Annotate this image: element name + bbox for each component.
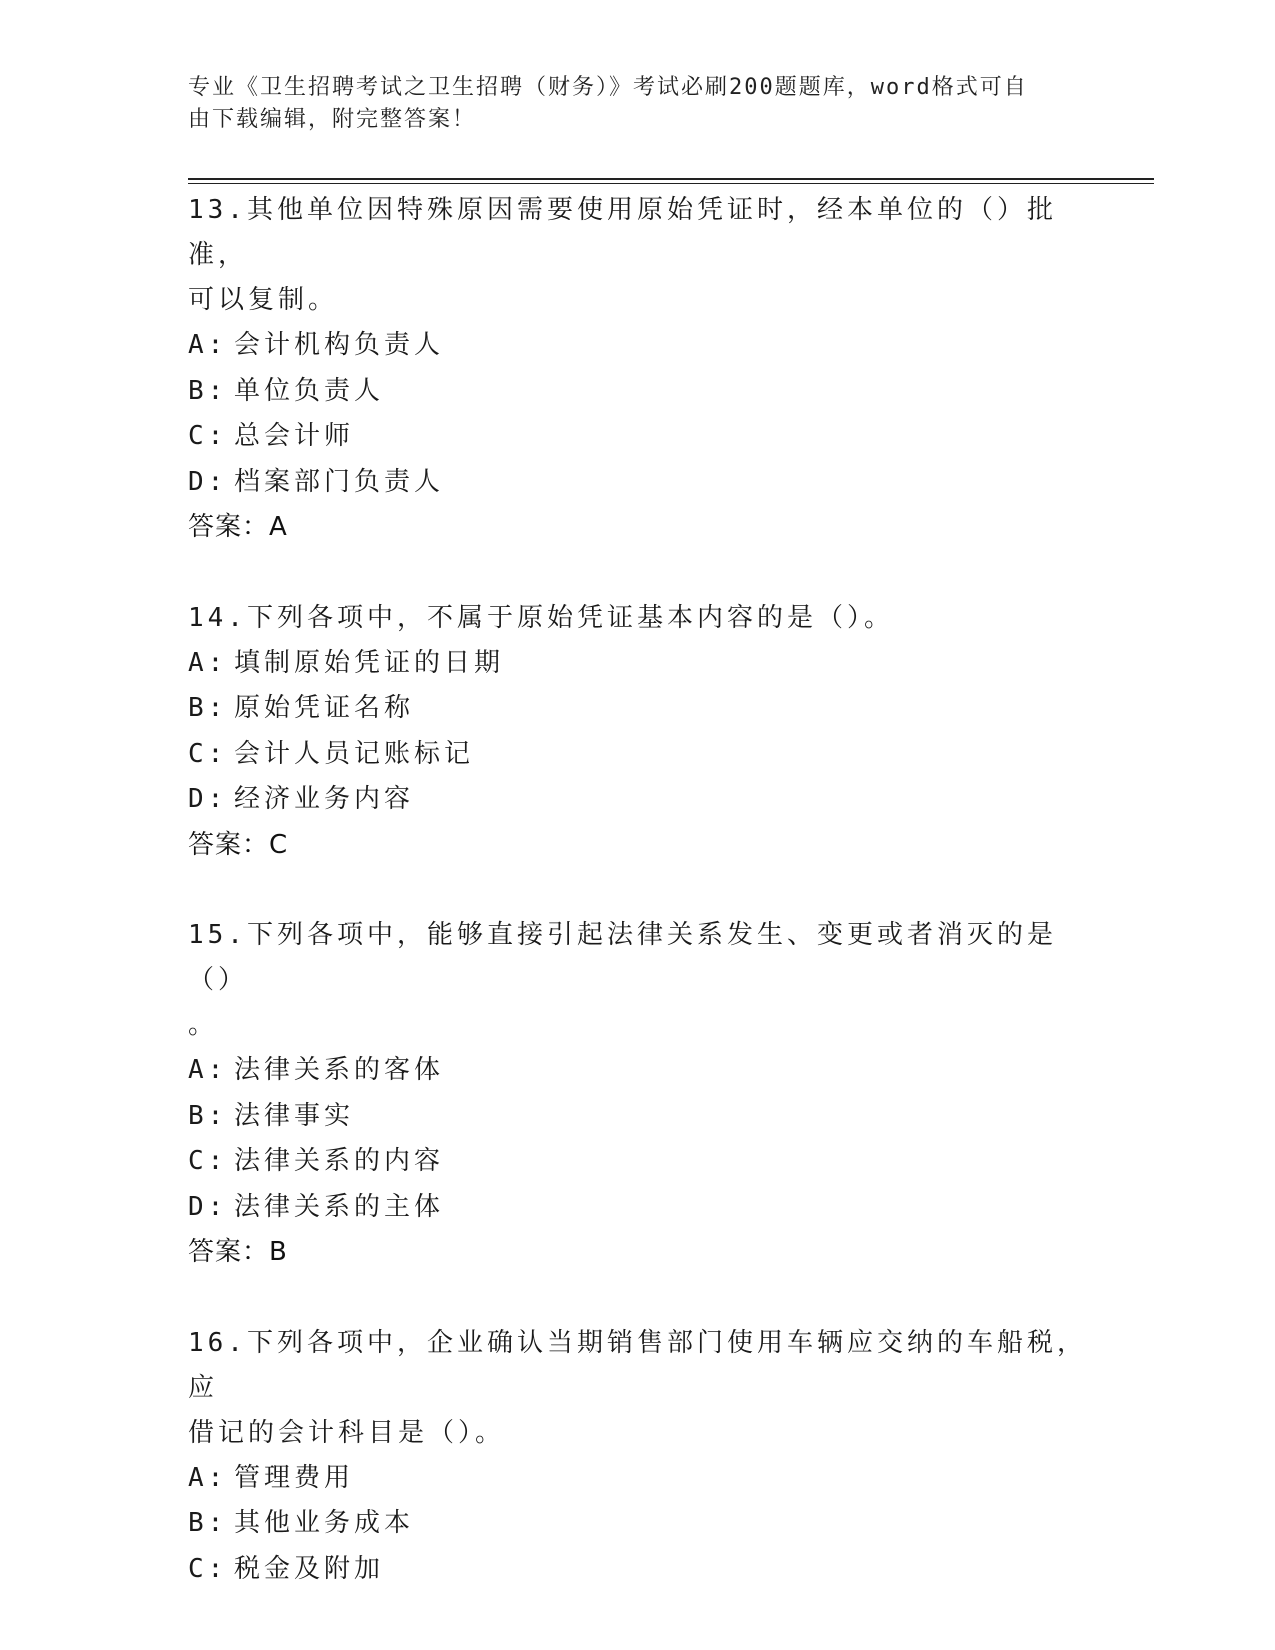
option-letter: B: xyxy=(188,1508,228,1538)
header-line-2: 由下载编辑，附完整答案！ xyxy=(188,107,477,132)
option-letter: A: xyxy=(188,1462,228,1493)
option-letter: B: xyxy=(188,693,228,723)
option-b xyxy=(188,686,1088,732)
question-spacer xyxy=(188,868,1088,913)
option-text: 档案部门负责人 xyxy=(234,466,445,497)
option-letter: C: xyxy=(188,1146,228,1176)
question-15 xyxy=(188,913,1088,1276)
option-text: 总会计师 xyxy=(234,421,355,451)
question-stem-line-1: 15.下列各项中，能够直接引起法律关系发生、变更或者消灭的是（） xyxy=(188,920,1057,995)
option-letter: B: xyxy=(188,1100,228,1131)
answer-line: 答案：B xyxy=(188,1237,288,1267)
option-c xyxy=(188,1139,1088,1185)
option-b xyxy=(188,1094,1088,1140)
option-d xyxy=(188,1185,1088,1231)
question-spacer xyxy=(188,1276,1088,1321)
question-13 xyxy=(188,188,1088,551)
option-text: 经济业务内容 xyxy=(234,784,415,814)
option-text: 会计机构负责人 xyxy=(234,330,445,360)
option-letter: B: xyxy=(188,375,228,406)
option-text: 填制原始凭证的日期 xyxy=(234,647,505,678)
option-a xyxy=(188,1048,1088,1094)
option-text: 法律事实 xyxy=(234,1100,355,1131)
header-line-1: 专业《卫生招聘考试之卫生招聘（财务）》考试必刷200题题库，word格式可自 xyxy=(188,75,1028,100)
option-letter: D: xyxy=(188,466,228,497)
option-letter: C: xyxy=(188,1553,228,1584)
option-d xyxy=(188,777,1088,823)
question-16 xyxy=(188,1321,1088,1593)
option-text: 其他业务成本 xyxy=(234,1508,415,1538)
option-letter: D: xyxy=(188,784,228,814)
option-b xyxy=(188,369,1088,415)
option-letter: C: xyxy=(188,421,228,451)
option-letter: D: xyxy=(188,1191,228,1222)
option-text: 法律关系的主体 xyxy=(234,1191,445,1222)
option-a xyxy=(188,323,1088,369)
question-stem-line-2: 借记的会计科目是（）。 xyxy=(188,1417,506,1448)
question-stem-line-2: 。 xyxy=(188,1010,219,1040)
question-list xyxy=(188,188,1088,1592)
header-divider-thick xyxy=(188,178,1154,180)
option-b xyxy=(188,1501,1088,1547)
answer-line: 答案：C xyxy=(188,829,289,860)
option-text: 管理费用 xyxy=(234,1462,355,1493)
question-stem-line-2: 可以复制。 xyxy=(188,285,339,315)
option-c xyxy=(188,732,1088,778)
document-header xyxy=(188,72,1068,136)
option-letter: A: xyxy=(188,647,228,678)
option-text: 法律关系的客体 xyxy=(234,1055,445,1085)
question-stem-line-1: 16.下列各项中，企业确认当期销售部门使用车辆应交纳的车船税，应 xyxy=(188,1327,1087,1403)
option-letter: A: xyxy=(188,1055,228,1085)
option-a xyxy=(188,1456,1088,1502)
option-text: 会计人员记账标记 xyxy=(234,738,475,769)
option-a xyxy=(188,641,1088,687)
option-text: 法律关系的内容 xyxy=(234,1146,445,1176)
option-d xyxy=(188,460,1088,506)
question-spacer xyxy=(188,551,1088,596)
option-text: 原始凭证名称 xyxy=(234,693,415,723)
option-c xyxy=(188,414,1088,460)
option-text: 单位负责人 xyxy=(234,375,385,406)
question-stem-line-1: 13.其他单位因特殊原因需要使用原始凭证时，经本单位的（）批准， xyxy=(188,195,1057,270)
option-c xyxy=(188,1547,1088,1593)
question-stem-line-1: 14.下列各项中，不属于原始凭证基本内容的是（）。 xyxy=(188,602,894,633)
question-14 xyxy=(188,596,1088,869)
answer-line: 答案：A xyxy=(188,512,288,542)
option-text: 税金及附加 xyxy=(234,1553,385,1584)
option-letter: C: xyxy=(188,738,228,769)
option-letter: A: xyxy=(188,330,228,360)
header-divider-thin xyxy=(188,183,1154,184)
